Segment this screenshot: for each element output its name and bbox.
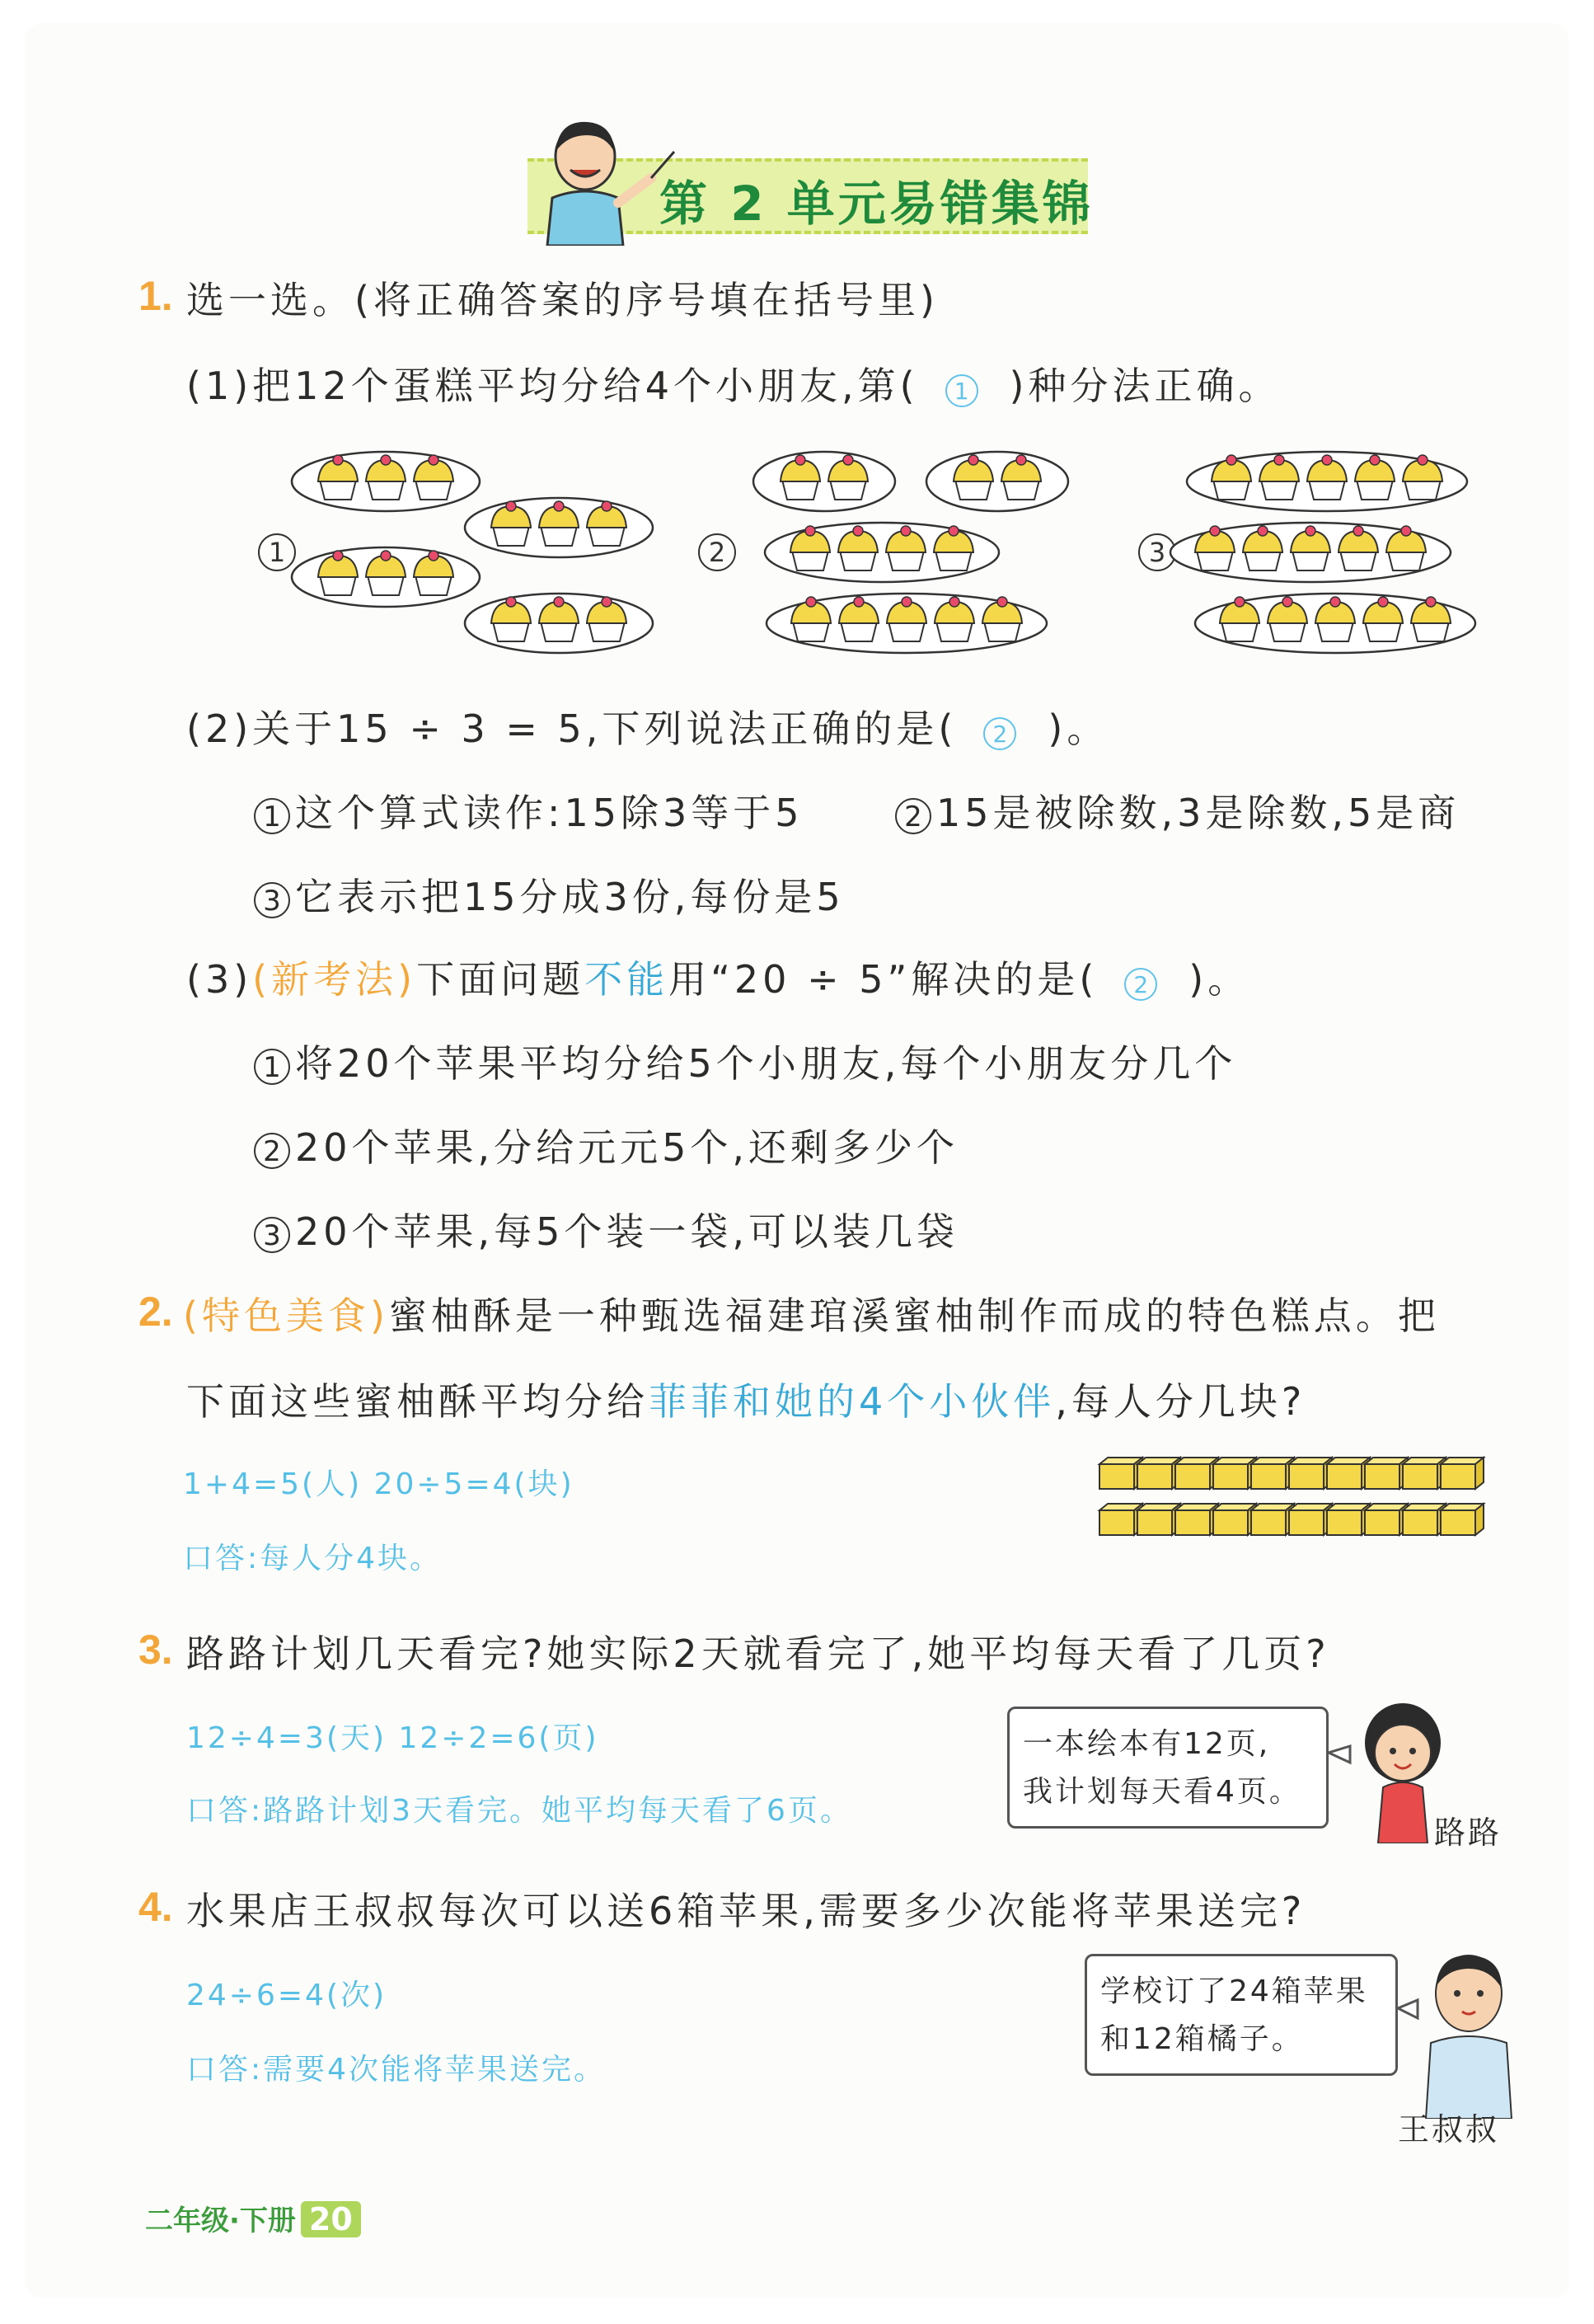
q1-part3-answer[interactable]	[1098, 964, 1188, 1001]
q1-number: 1.	[138, 273, 173, 319]
footer	[145, 2198, 361, 2238]
plate	[292, 547, 480, 607]
option-marker: 2	[895, 798, 931, 834]
q1-part3	[186, 950, 1249, 1004]
unit-title: 第 2 单元易错集锦	[659, 176, 1094, 232]
q1-part3-pre: (3)	[186, 957, 253, 1002]
q1-part2-answer-value: 2	[983, 717, 1016, 750]
pastry-block	[1213, 1458, 1256, 1489]
group-label-2	[699, 534, 735, 570]
pastry-block	[1213, 1504, 1256, 1535]
pastry-block	[1441, 1458, 1484, 1489]
pastry-block	[1099, 1504, 1142, 1535]
q2-text3: ,每人分几块?	[1055, 1379, 1306, 1424]
q2-answer: 口答:每人分4块。	[183, 1542, 443, 1575]
q4-work: 24÷6=4(次)	[186, 1979, 387, 2012]
q3-text: 路路计划几天看完?她实际2天就看完了,她平均每天看了几页?	[186, 1631, 1330, 1676]
q1-part2-option3	[254, 867, 845, 922]
uncle-wang-name-label: 王叔叔	[1398, 2111, 1500, 2148]
plate	[292, 452, 480, 511]
q3-number: 3.	[138, 1627, 173, 1673]
pastry-block	[1251, 1458, 1294, 1489]
bubble-line: 学校订了24箱苹果	[1100, 1974, 1368, 2008]
uncle-wang-illustration	[1398, 1946, 1530, 2119]
q1-part2-option1	[254, 783, 804, 838]
special-food-tag: (特色美食)	[183, 1293, 389, 1338]
plate	[1187, 452, 1467, 511]
pastry-block	[1175, 1458, 1218, 1489]
option-marker: 2	[254, 1133, 290, 1169]
q1-part3-option2	[254, 1118, 959, 1172]
q1-part1	[186, 356, 1280, 411]
pastry-block	[1175, 1504, 1218, 1535]
cake-plates-figure	[247, 437, 1500, 660]
q1-part2-pre: (2)关于15 ÷ 3 = 5,下列说法正确的是(	[186, 707, 958, 751]
pastry-block	[1137, 1504, 1180, 1535]
q2-text: 蜜柚酥是一种甄选福建琯溪蜜柚制作而成的特色糕点。把	[388, 1293, 1440, 1338]
q1-part2	[186, 699, 1109, 754]
option-marker: 1	[254, 798, 290, 834]
plate	[753, 452, 895, 511]
q2-text2: 下面这些蜜柚酥平均分给	[186, 1379, 649, 1424]
plate	[926, 452, 1068, 511]
option-marker: 1	[254, 1049, 290, 1085]
q1-instruction: 选一选。(将正确答案的序号填在括号里)	[186, 278, 939, 322]
pastry-blocks-figure	[1096, 1451, 1508, 1550]
q1-part1-pre: (1)把12个蛋糕平均分给4个小朋友,第(	[186, 364, 919, 408]
page-number: 20	[301, 2201, 361, 2237]
option-marker: 3	[254, 1217, 290, 1253]
q1-part2-answer[interactable]	[957, 713, 1048, 750]
svg-text:3: 3	[1148, 537, 1166, 568]
bubble-line: 和12箱橘子。	[1100, 2022, 1304, 2056]
plate	[767, 594, 1047, 653]
q2-number: 2.	[138, 1289, 173, 1335]
grade-label: 二年级·下册	[145, 2204, 296, 2237]
pastry-block	[1365, 1458, 1408, 1489]
bubble-line: 一本绘本有12页,	[1023, 1727, 1271, 1761]
pastry-block	[1289, 1458, 1332, 1489]
q4-number: 4.	[138, 1884, 173, 1930]
svg-text:2: 2	[708, 537, 726, 568]
q1-part3-emphasis: 不能	[584, 957, 669, 1002]
q1-part3-option3	[254, 1202, 959, 1256]
plate	[1195, 594, 1475, 653]
plate	[465, 594, 653, 653]
lulu-name-label: 路路	[1434, 1815, 1503, 1851]
q1-part1-answer[interactable]	[919, 370, 1010, 407]
bubble-line: 我计划每天看4页。	[1023, 1775, 1301, 1809]
option-marker: 3	[254, 882, 290, 918]
q1-part3-text: 下面问题	[416, 957, 585, 1002]
option-text: 15是被除数,3是除数,5是商	[936, 791, 1460, 835]
q3-work: 12÷4=3(天) 12÷2=6(页)	[186, 1721, 599, 1755]
plate	[465, 498, 653, 557]
group-label-1	[259, 534, 295, 570]
q1-part2-option2	[895, 783, 1460, 838]
q1-part3-text2: 用“20 ÷ 5”解决的是(	[668, 957, 1099, 1002]
pastry-block	[1403, 1504, 1446, 1535]
pastry-block	[1403, 1458, 1446, 1489]
q2-work: 1+4=5(人) 20÷5=4(块)	[183, 1467, 574, 1501]
uncle-wang-speech-bubble	[1085, 1954, 1398, 2076]
q2-highlight: 菲菲和她的4个小伙伴	[649, 1379, 1056, 1424]
new-method-tag: (新考法)	[252, 957, 417, 1002]
teacher-illustration	[527, 106, 676, 246]
q3-answer: 口答:路路计划3天看完。她平均每天看了6页。	[186, 1794, 852, 1828]
q1-part3-answer-value: 2	[1124, 968, 1157, 1001]
svg-text:1: 1	[268, 537, 286, 568]
pastry-block	[1441, 1504, 1484, 1535]
q4-answer: 口答:需要4次能将苹果送完。	[186, 2053, 607, 2087]
plate	[1170, 523, 1451, 582]
q4-text: 水果店王叔叔每次可以送6箱苹果,需要多少次能将苹果送完?	[186, 1889, 1306, 1933]
pastry-block	[1327, 1504, 1370, 1535]
pastry-block	[1251, 1504, 1294, 1535]
pastry-block	[1365, 1504, 1408, 1535]
option-text: 将20个苹果平均分给5个小朋友,每个小朋友分几个	[295, 1041, 1237, 1086]
q1-part2-post: )。	[1048, 707, 1109, 751]
option-text: 这个算式读作:15除3等于5	[295, 791, 804, 835]
option-text: 20个苹果,分给元元5个,还剩多少个	[295, 1125, 959, 1170]
pastry-block	[1289, 1504, 1332, 1535]
q1-part3-post: )。	[1188, 957, 1250, 1002]
q1-part1-answer-value: 1	[945, 374, 978, 407]
pastry-block	[1099, 1458, 1142, 1489]
q1-part3-option1	[254, 1034, 1236, 1088]
q1-part1-post: )种分法正确。	[1009, 364, 1281, 408]
pastry-block	[1137, 1458, 1180, 1489]
option-text: 20个苹果,每5个装一袋,可以装几袋	[295, 1209, 959, 1254]
plate	[765, 523, 999, 582]
q2-line2	[186, 1372, 1306, 1426]
option-text: 它表示把15分成3份,每份是5	[295, 875, 845, 919]
lulu-speech-bubble	[1007, 1707, 1329, 1829]
q2-line1	[183, 1286, 1440, 1340]
pastry-block	[1327, 1458, 1370, 1489]
